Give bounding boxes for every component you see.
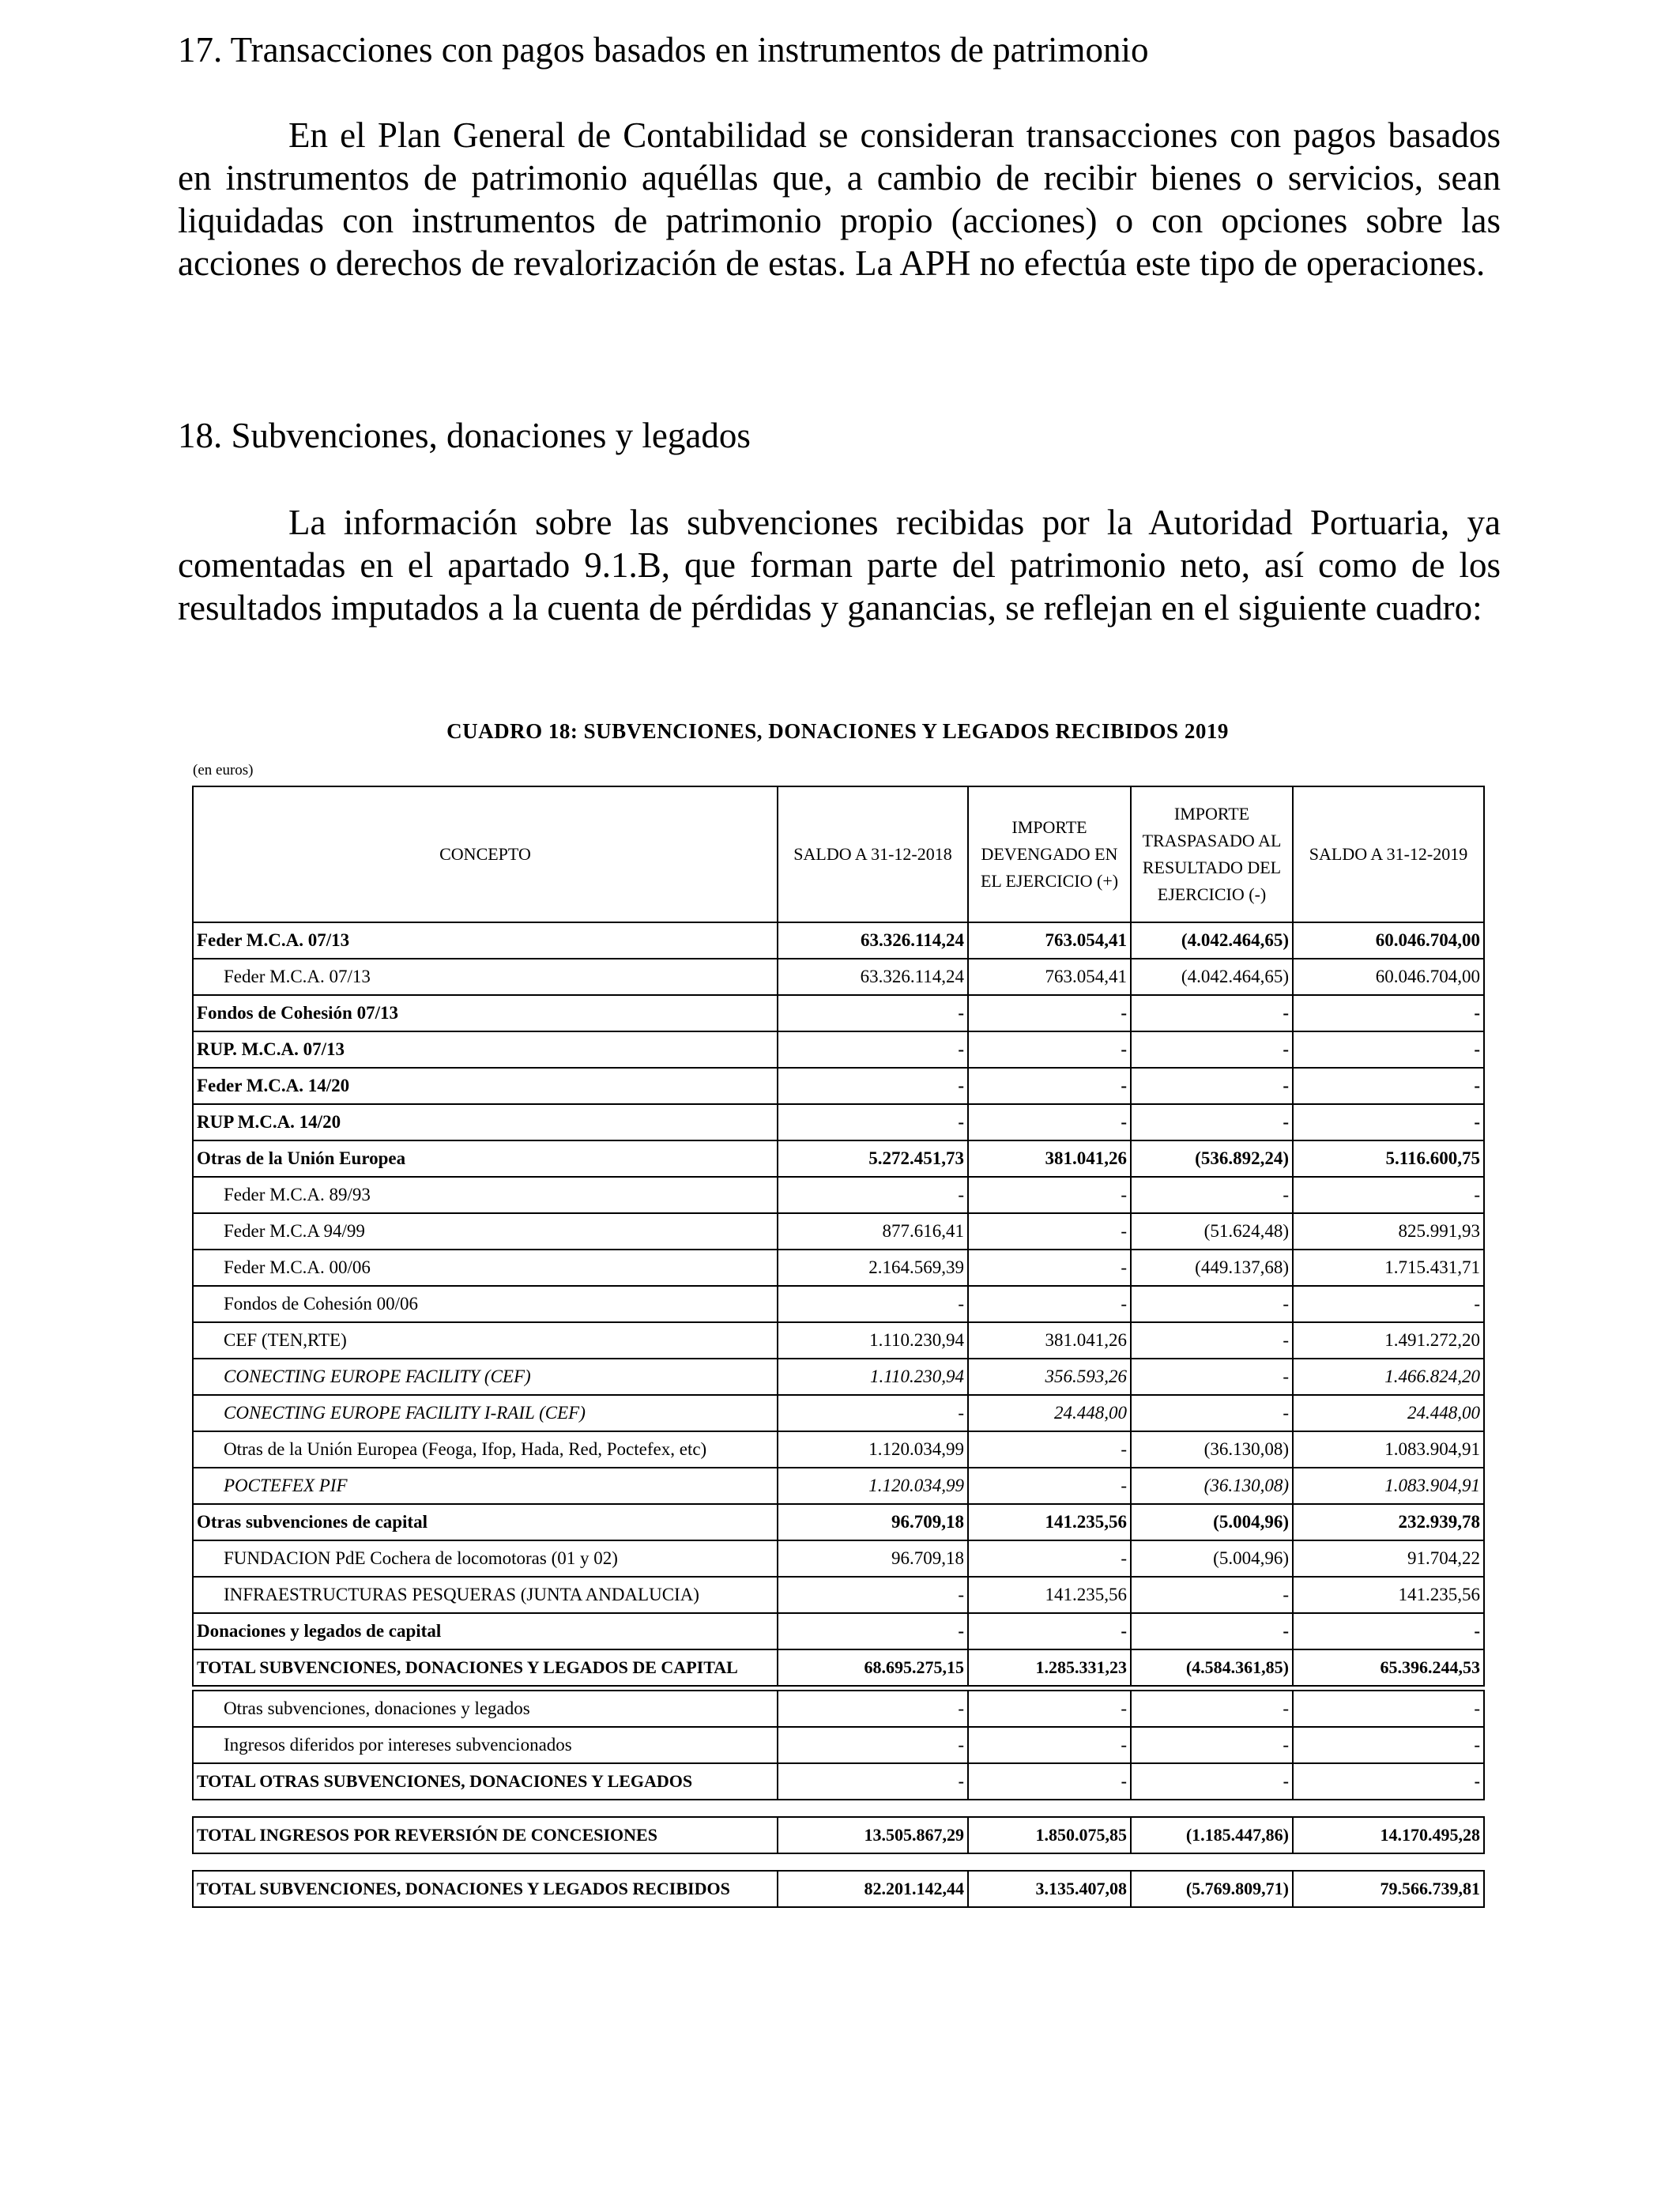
table-row [193,1177,1484,1213]
cell-devengado: 24.448,00 [968,1395,1131,1431]
cell-saldo2018: 1.120.034,99 [778,1431,968,1468]
cell-saldo2018: - [778,1068,968,1104]
cell-traspasado: - [1131,1286,1293,1322]
cell-devengado: - [968,995,1131,1031]
cell-devengado: - [968,1613,1131,1649]
other-subsidies-table [192,1690,1485,1800]
cell-concept: Otras subvenciones de capital [193,1504,778,1540]
cell-saldo2018: 2.164.569,39 [778,1250,968,1286]
cell-devengado: - [968,1763,1131,1800]
cell-saldo2019: - [1293,1763,1484,1800]
cell-saldo2019: 1.466.824,20 [1293,1359,1484,1395]
cell-concept: TOTAL OTRAS SUBVENCIONES, DONACIONES Y LEGADOS [193,1763,778,1800]
table-row [193,1727,1484,1763]
cell-traspasado: - [1131,1031,1293,1068]
cell-concept: Feder M.C.A. 07/13 [193,922,778,959]
cell-saldo2018: 1.110.230,94 [778,1322,968,1359]
cell-concept: Feder M.C.A. 00/06 [193,1250,778,1286]
cell-concept: POCTEFEX PIF [193,1468,778,1504]
cell-devengado: 763.054,41 [968,922,1131,959]
cell-saldo2019: - [1293,1177,1484,1213]
cell-saldo2019: 65.396.244,53 [1293,1649,1484,1686]
table-row [193,1286,1484,1322]
header-traspasado: IMPORTE TRASPASADO AL RESULTADO DEL EJERCICIO (-) [1131,786,1293,922]
table-row [193,922,1484,959]
cell-saldo2019: 60.046.704,00 [1293,922,1484,959]
concessions-table-body [193,1817,1484,1853]
cell-traspasado: (51.624,48) [1131,1213,1293,1250]
cell-saldo2019: - [1293,995,1484,1031]
cell-traspasado: - [1131,1727,1293,1763]
cell-traspasado: - [1131,1068,1293,1104]
cell-saldo2018: 96.709,18 [778,1504,968,1540]
table-units: (en euros) [193,762,254,778]
cell-traspasado: (36.130,08) [1131,1468,1293,1504]
section-18-heading: 18. Subvenciones, donaciones y legados [178,416,751,455]
cell-concept: RUP M.C.A. 14/20 [193,1104,778,1140]
table-row [193,1468,1484,1504]
cell-concept: Feder M.C.A 94/99 [193,1213,778,1250]
cell-saldo2019: - [1293,1613,1484,1649]
cell-devengado: - [968,1031,1131,1068]
cell-devengado: 3.135.407,08 [968,1871,1131,1907]
cell-saldo2019: 825.991,93 [1293,1213,1484,1250]
table-row [193,1691,1484,1727]
table-row [193,1322,1484,1359]
cell-traspasado: - [1131,1691,1293,1727]
cell-concept: Feder M.C.A. 07/13 [193,959,778,995]
cell-saldo2018: - [778,1286,968,1322]
table-row [193,1613,1484,1649]
cell-saldo2019: - [1293,1068,1484,1104]
table-row [193,1068,1484,1104]
header-saldo-2018: SALDO A 31-12-2018 [778,786,968,922]
table-row [193,1504,1484,1540]
total-row [193,1817,1484,1853]
cell-saldo2019: - [1293,1104,1484,1140]
cell-devengado: - [968,1068,1131,1104]
cell-concept: TOTAL SUBVENCIONES, DONACIONES Y LEGADOS DE CAPITAL [193,1649,778,1686]
cell-traspasado: (36.130,08) [1131,1431,1293,1468]
cell-saldo2018: - [778,1395,968,1431]
cell-saldo2019: - [1293,1286,1484,1322]
cell-concept: Donaciones y legados de capital [193,1613,778,1649]
cell-traspasado: (449.137,68) [1131,1250,1293,1286]
cell-devengado: 381.041,26 [968,1140,1131,1177]
cell-traspasado: (5.769.809,71) [1131,1871,1293,1907]
cell-saldo2018: 5.272.451,73 [778,1140,968,1177]
cell-saldo2018: 63.326.114,24 [778,959,968,995]
cell-traspasado: - [1131,1177,1293,1213]
cell-saldo2018: - [778,1177,968,1213]
cell-saldo2018: 68.695.275,15 [778,1649,968,1686]
cell-saldo2019: 1.715.431,71 [1293,1250,1484,1286]
cell-saldo2018: 82.201.142,44 [778,1871,968,1907]
cell-concept: Ingresos diferidos por intereses subvencionados [193,1727,778,1763]
cell-traspasado: (536.892,24) [1131,1140,1293,1177]
cell-saldo2018: 96.709,18 [778,1540,968,1577]
cell-devengado: - [968,1540,1131,1577]
table-title: CUADRO 18: SUBVENCIONES, DONACIONES Y LEGADOS RECIBIDOS 2019 [446,719,1229,743]
table-row [193,1104,1484,1140]
table-row [193,1431,1484,1468]
section-18-paragraph [178,501,1501,629]
table-body [193,922,1484,1686]
cell-traspasado: - [1131,995,1293,1031]
cell-saldo2019: 60.046.704,00 [1293,959,1484,995]
table-row [193,1649,1484,1686]
cell-saldo2018: - [778,1577,968,1613]
table-row [193,1395,1484,1431]
cell-concept: FUNDACION PdE Cochera de locomotoras (01 y 02) [193,1540,778,1577]
cell-traspasado: (5.004,96) [1131,1504,1293,1540]
cell-concept: Feder M.C.A. 89/93 [193,1177,778,1213]
section-17-paragraph [178,114,1501,285]
cell-saldo2019: 1.083.904,91 [1293,1468,1484,1504]
cell-saldo2019: 24.448,00 [1293,1395,1484,1431]
cell-saldo2019: - [1293,1691,1484,1727]
cell-saldo2019: 14.170.495,28 [1293,1817,1484,1853]
cell-traspasado: (4.584.361,85) [1131,1649,1293,1686]
cell-saldo2019: 1.491.272,20 [1293,1322,1484,1359]
subsidies-table [192,786,1485,1687]
table-row [193,1540,1484,1577]
cell-saldo2019: - [1293,1031,1484,1068]
cell-concept: Otras subvenciones, donaciones y legados [193,1691,778,1727]
cell-devengado: - [968,1691,1131,1727]
table-row [193,1250,1484,1286]
cell-traspasado: (4.042.464,65) [1131,959,1293,995]
table-row [193,1763,1484,1800]
cell-concept: TOTAL SUBVENCIONES, DONACIONES Y LEGADOS RECIBIDOS [193,1871,778,1907]
cell-traspasado: - [1131,1613,1293,1649]
cell-devengado: 381.041,26 [968,1322,1131,1359]
received-table-body [193,1871,1484,1907]
other-table-body [193,1691,1484,1800]
section-17-text: En el Plan General de Contabilidad se consideran transacciones con pagos basados en instrumentos de patrimonio aquéllas que, a cambio de recibir bienes o servicios, sean liquidadas con instrumentos de patrimonio propio (acciones) o con opciones sobre las acciones o derechos de revalorización de estas. La APH no efectúa este tipo de operaciones. [178,115,1501,283]
cell-devengado: - [968,1250,1131,1286]
table-row [193,1213,1484,1250]
cell-saldo2018: 1.110.230,94 [778,1359,968,1395]
cell-traspasado: - [1131,1359,1293,1395]
cell-saldo2018: 13.505.867,29 [778,1817,968,1853]
section-18-text: La información sobre las subvenciones recibidas por la Autoridad Portuaria, ya comentadas en el apartado 9.1.B, que forman parte del patrimonio neto, así como de los resultados imputados a la cuenta de pérdidas y ganancias, se reflejan en el siguiente cuadro: [178,503,1501,628]
cell-devengado: 763.054,41 [968,959,1131,995]
cell-concept: Fondos de Cohesión 07/13 [193,995,778,1031]
cell-saldo2018: - [778,1104,968,1140]
cell-devengado: - [968,1104,1131,1140]
cell-concept: CONECTING EUROPE FACILITY (CEF) [193,1359,778,1395]
cell-traspasado: (5.004,96) [1131,1540,1293,1577]
cell-devengado: - [968,1177,1131,1213]
cell-devengado: - [968,1286,1131,1322]
cell-saldo2019: 79.566.739,81 [1293,1871,1484,1907]
table-row [193,1359,1484,1395]
cell-saldo2018: - [778,1031,968,1068]
cell-devengado: 1.285.331,23 [968,1649,1131,1686]
concessions-table [192,1816,1485,1854]
cell-saldo2018: 1.120.034,99 [778,1468,968,1504]
cell-concept: CEF (TEN,RTE) [193,1322,778,1359]
cell-saldo2018: 63.326.114,24 [778,922,968,959]
cell-devengado: 141.235,56 [968,1504,1131,1540]
cell-traspasado: (4.042.464,65) [1131,922,1293,959]
header-devengado: IMPORTE DEVENGADO EN EL EJERCICIO (+) [968,786,1131,922]
table-row [193,995,1484,1031]
cell-concept: CONECTING EUROPE FACILITY I-RAIL (CEF) [193,1395,778,1431]
table-header-row [193,786,1484,922]
cell-devengado: 141.235,56 [968,1577,1131,1613]
cell-concept: Fondos de Cohesión 00/06 [193,1286,778,1322]
total-row [193,1871,1484,1907]
cell-saldo2018: - [778,1763,968,1800]
cell-saldo2019: 5.116.600,75 [1293,1140,1484,1177]
cell-saldo2019: - [1293,1727,1484,1763]
cell-concept: INFRAESTRUCTURAS PESQUERAS (JUNTA ANDALUCIA) [193,1577,778,1613]
cell-traspasado: - [1131,1577,1293,1613]
cell-devengado: - [968,1727,1131,1763]
header-saldo-2019: SALDO A 31-12-2019 [1293,786,1484,922]
cell-devengado: - [968,1213,1131,1250]
cell-traspasado: - [1131,1322,1293,1359]
cell-concept: Feder M.C.A. 14/20 [193,1068,778,1104]
cell-concept: TOTAL INGRESOS POR REVERSIÓN DE CONCESIONES [193,1817,778,1853]
cell-saldo2019: 232.939,78 [1293,1504,1484,1540]
cell-saldo2018: - [778,1613,968,1649]
cell-devengado: 356.593,26 [968,1359,1131,1395]
cell-concept: Otras de la Unión Europea (Feoga, Ifop, Hada, Red, Poctefex, etc) [193,1431,778,1468]
cell-saldo2019: 1.083.904,91 [1293,1431,1484,1468]
cell-devengado: - [968,1468,1131,1504]
cell-devengado: 1.850.075,85 [968,1817,1131,1853]
cell-traspasado: - [1131,1395,1293,1431]
cell-saldo2018: - [778,1691,968,1727]
received-table [192,1870,1485,1908]
cell-devengado: - [968,1431,1131,1468]
header-concept: CONCEPTO [193,786,778,922]
cell-concept: Otras de la Unión Europea [193,1140,778,1177]
cell-saldo2019: 91.704,22 [1293,1540,1484,1577]
table-row [193,1577,1484,1613]
table-row [193,959,1484,995]
table-row [193,1140,1484,1177]
cell-traspasado: - [1131,1763,1293,1800]
cell-traspasado: (1.185.447,86) [1131,1817,1293,1853]
cell-saldo2018: 877.616,41 [778,1213,968,1250]
cell-saldo2018: - [778,1727,968,1763]
cell-concept: RUP. M.C.A. 07/13 [193,1031,778,1068]
section-17-heading: 17. Transacciones con pagos basados en instrumentos de patrimonio [178,30,1149,70]
table-row [193,1031,1484,1068]
cell-saldo2018: - [778,995,968,1031]
cell-saldo2019: 141.235,56 [1293,1577,1484,1613]
cell-traspasado: - [1131,1104,1293,1140]
